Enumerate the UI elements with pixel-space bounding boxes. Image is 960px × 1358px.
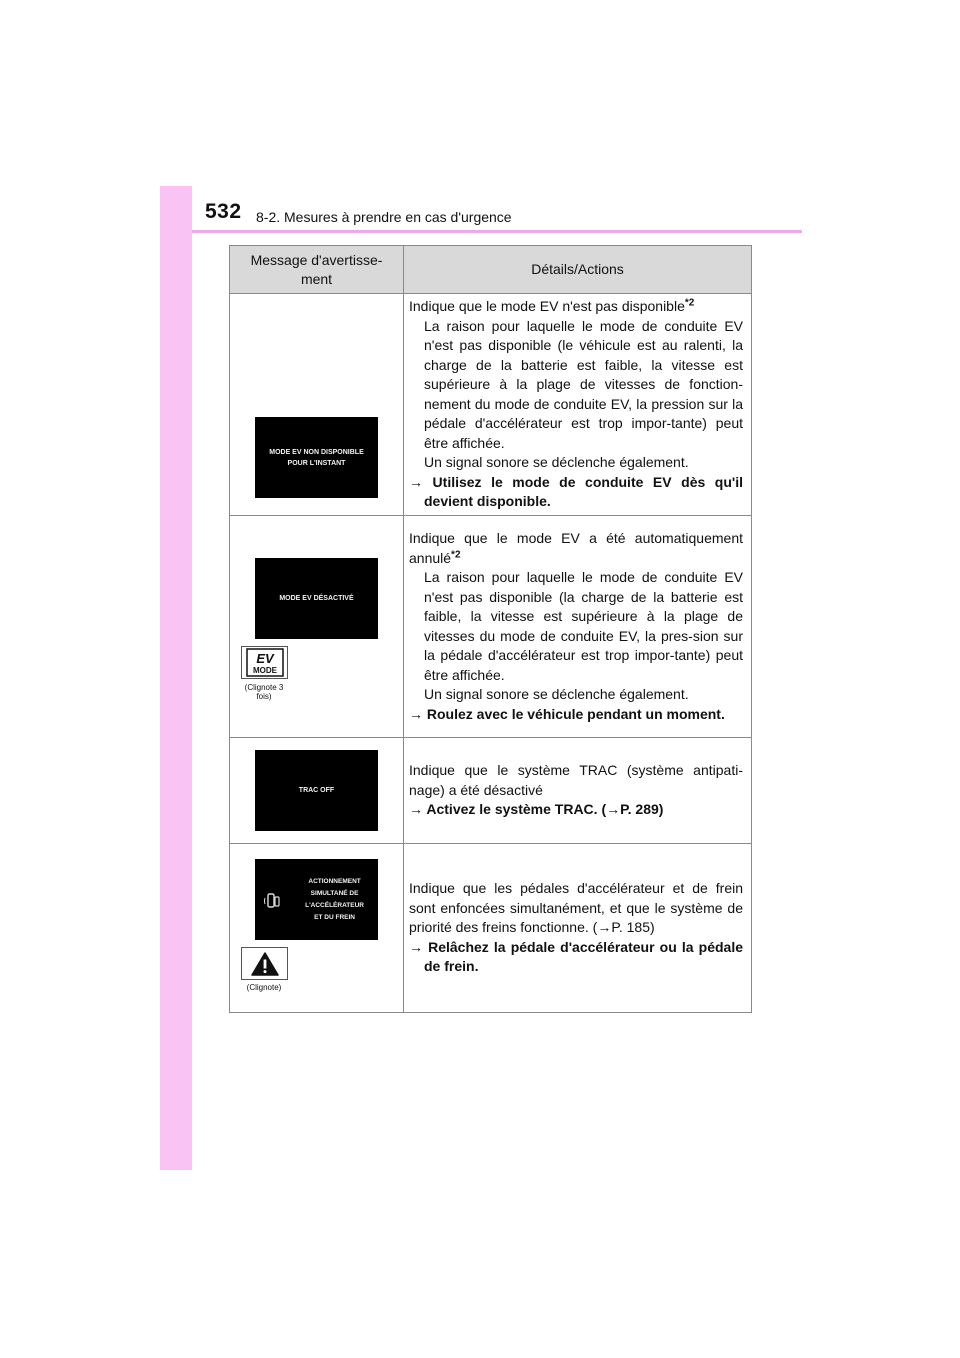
action-text: → Activez le système TRAC. (→P. 289) [409, 801, 664, 818]
indicator-caption: (Clignote) [246, 983, 282, 992]
details-cell [404, 516, 752, 738]
header-rule [192, 230, 802, 233]
warning-message-cell [230, 738, 404, 844]
action-text: → Relâchez la pédale d'accélérateur ou la pédale de frein. [409, 938, 743, 975]
svg-text:EV: EV [255, 651, 274, 666]
table-row [230, 738, 752, 844]
details-cell [404, 844, 752, 1013]
display-screen [255, 417, 378, 498]
arrow-icon: → [409, 705, 423, 722]
column-header-details: Détails/Actions [404, 246, 752, 294]
indicator-caption: (Clignote 3 fois) [244, 683, 284, 701]
screen-text: ACTIONNEMENT SIMULTANÉ DE L'ACCÉLÉRATEUR ET DU FREIN [305, 877, 364, 921]
arrow-icon: → [409, 938, 423, 955]
action-text: → Utilisez le mode de conduite EV dès qu'il devient disponible. [409, 473, 744, 510]
warning-message-table [229, 245, 752, 1013]
table-row [230, 294, 752, 516]
arrow-icon: → [409, 801, 423, 818]
details-body: La raison pour laquelle le mode de conduite EV n'est pas disponible (le véhicule est au ralenti, la charge de la batterie est faible, la vitesse est supérieure à la plage de vitesses de fonction-nement du mode de conduite EV, la pression sur la pédale d'accélérateur est trop impor-tante) peut être affichée. [424, 317, 743, 451]
footnote-mark: *2 [451, 548, 461, 560]
details-body: Un signal sonore se déclenche également. [424, 686, 689, 702]
pedal-icon [264, 891, 280, 911]
warning-triangle-icon [241, 947, 288, 980]
column-header-message: Message d'avertisse- ment [230, 246, 404, 294]
details-intro: Indique que le système TRAC (système antipati-nage) a été désactivé [409, 762, 743, 798]
details-cell [404, 738, 752, 844]
details-body: La raison pour laquelle le mode de conduite EV n'est pas disponible (la charge de la batterie est faible, la vitesse est supérieure à la plage de vitesses du mode de conduite EV, la pres-sion sur la pédale d'accélérateur est trop impor-tante) peut être affichée. [424, 569, 743, 683]
action-text: → Roulez avec le véhicule pendant un moment. [409, 705, 725, 722]
details-intro: Indique que les pédales d'accélérateur et de frein sont enfoncées simultanément, et que le système de priorité des freins fonctionne. (→P. 185) [409, 880, 743, 936]
side-tab [160, 186, 192, 1170]
table-row [230, 516, 752, 738]
page-number: 532 [205, 200, 242, 223]
arrow-icon: → [409, 473, 423, 490]
details-intro: Indique que le mode EV a été automatiquement annulé$^{*2}$ [409, 530, 743, 566]
screen-text: TRAC OFF [298, 787, 335, 794]
display-screen [255, 558, 378, 639]
details-body: Un signal sonore se déclenche également. [424, 454, 689, 471]
warning-message-cell [230, 844, 404, 1013]
section-title: 8-2. Mesures à prendre en cas d'urgence [256, 209, 512, 225]
warning-message-cell [230, 516, 404, 738]
svg-text:MODE: MODE [252, 666, 277, 675]
footnote-mark: *2 [684, 297, 695, 309]
warning-message-cell [230, 294, 404, 516]
display-screen [255, 750, 378, 831]
table-header-row [230, 246, 752, 294]
details-cell [404, 294, 752, 516]
ev-mode-icon [241, 646, 288, 679]
display-screen [255, 859, 378, 940]
screen-text: MODE EV NON DISPONIBLE POUR L'INSTANT [269, 448, 364, 467]
details-intro: Indique que le mode EV n'est pas disponible$^{*2}$ [409, 297, 695, 315]
table-row [230, 844, 752, 1013]
screen-text: MODE EV DÉSACTIVÉ [279, 595, 354, 602]
